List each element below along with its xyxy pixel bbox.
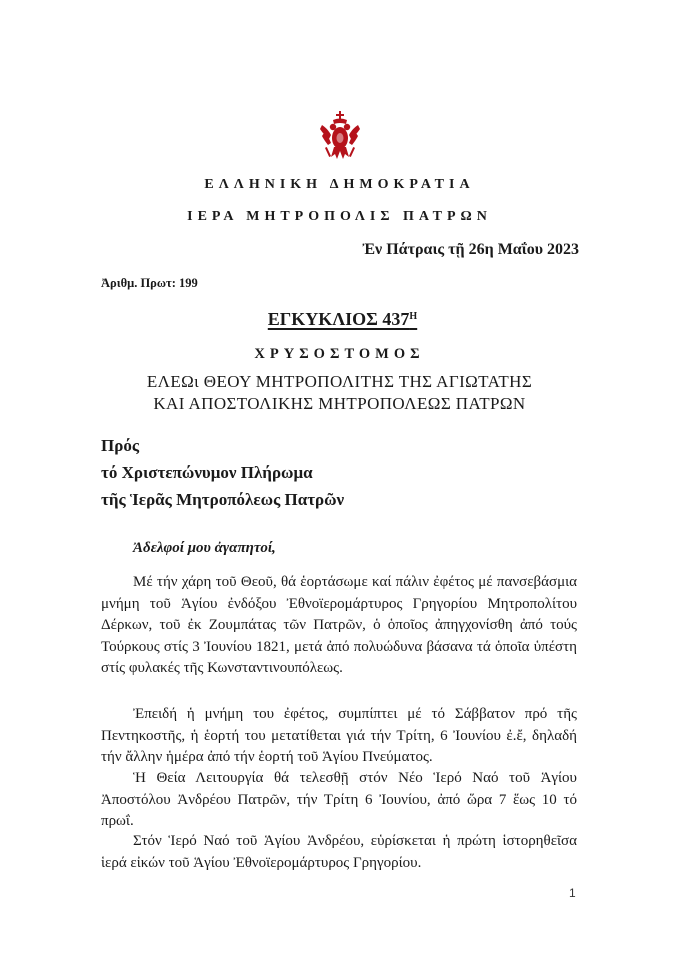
body-paragraph: Μέ τήν χάρη τοῦ Θεοῦ, θά ἑορτάσωμε καί πάλιν ἐφέτος μέ πανσεβάσμια μνήμη τοῦ Ἁγίου ἐνδόξου Ἐθνοϊερομάρτυρος Γρηγορίου Μητροπολίτου Δέρκων, τοῦ ἐκ Ζουμπάτας τῶν Πατρῶν, ὁ ὁποῖος ἀπηγχονίσθη ἀπό τούς Τούρκους στίς 3 Ἰουνίου 1821, μετά ἀπό πολυώδυνα βάσανα τά ὁποῖα ὑπέστη στίς φυλακές τῆς Κωνσταντινουπόλεως. bbox=[101, 574, 577, 676]
circular-title-superscript: Η bbox=[409, 311, 418, 322]
header-metropolis: ΙΕΡΑ ΜΗΤΡΟΠΟΛΙΣ ΠΑΤΡΩΝ bbox=[187, 209, 492, 224]
double-headed-eagle-icon bbox=[319, 111, 361, 161]
document-date: Ἐν Πάτραις τῇ 26η Μαΐου 2023 bbox=[362, 241, 579, 258]
protocol-number: Ἀριθμ. Πρωτ: 199 bbox=[101, 276, 198, 290]
addressee-line-1: Πρός bbox=[101, 436, 139, 455]
sender-title-line-1: ΕΛΕΩι ΘΕΟΥ ΜΗΤΡΟΠΟΛΙΤΗΣ ΤΗΣ ΑΓΙΩΤΑΤΗΣ bbox=[146, 372, 533, 391]
page-number: 1 bbox=[569, 886, 576, 900]
addressee-line-2: τό Χριστεπώνυμον Πλήρωμα bbox=[101, 463, 313, 482]
body-paragraph: Στόν Ἱερό Ναό τοῦ Ἁγίου Ἀνδρέου, εὑρίσκεται ἡ πρώτη ἱστορηθεῖσα ἱερά εἰκών τοῦ Ἁγίου Ἐθνοϊερομάρτυρος Γρηγορίου. bbox=[101, 833, 577, 871]
circular-title bbox=[0, 309, 679, 330]
circular-title-text: ΕΓΚΥΚΛΙΟΣ 437 bbox=[267, 309, 410, 329]
sender-title-line-2: ΚΑΙ ΑΠΟΣΤΟΛΙΚΗΣ ΜΗΤΡΟΠΟΛΕΩΣ ΠΑΤΡΩΝ bbox=[153, 394, 526, 413]
header-country: ΕΛΛΗΝΙΚΗ ΔΗΜΟΚΡΑΤΙΑ bbox=[204, 177, 475, 192]
body-paragraph: Ἐπειδή ἡ μνήμη του ἐφέτος, συμπίπτει μέ τό Σάββατον πρό τῆς Πεντηκοστῆς, ἡ ἑορτή του μετατίθεται γιά τήν Τρίτη, 6 Ἰουνίου ἐ.ἔ, δηλαδή τήν ἄλλην ἡμέρα ἀπό τήν ἑορτή τοῦ Ἁγίου Πνεύματος. bbox=[101, 706, 577, 765]
body-paragraph: Ἡ Θεία Λειτουργία θά τελεσθῇ στόν Νέο Ἱερό Ναό τοῦ Ἁγίου Ἀποστόλου Ἀνδρέου Πατρῶν, τήν Τρίτη 6 Ἰουνίου, ἀπό ὥρα 7 ἕως 10 τό πρωΐ. bbox=[101, 770, 577, 829]
circular-title-underlined bbox=[262, 309, 417, 329]
sender-name: ΧΡΥΣΟΣΤΟΜΟΣ bbox=[254, 346, 425, 362]
addressee-line-3: τῆς Ἱερᾶς Μητροπόλεως Πατρῶν bbox=[101, 490, 345, 509]
greeting: Ἀδελφοί μου ἀγαπητοί, bbox=[133, 540, 276, 556]
